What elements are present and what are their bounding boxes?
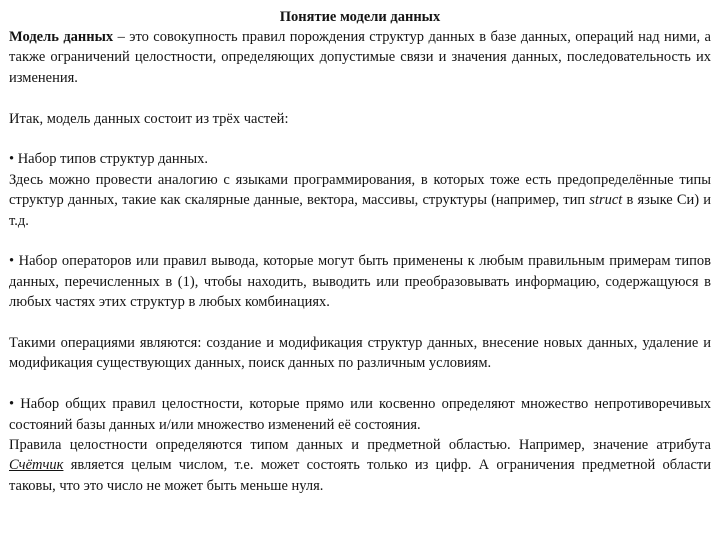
definition-paragraph [9, 27, 711, 88]
integrity-text-before: Правила целостности определяются типом данных и предметной областью. Например, значение атрибута [9, 437, 711, 454]
paragraph-spacer [9, 231, 711, 251]
part1-heading: • Набор типов структур данных. [9, 151, 209, 168]
part1-paragraph [9, 170, 711, 231]
struct-keyword: struct [589, 192, 623, 209]
paragraph-spacer [9, 88, 711, 108]
integrity-paragraph [9, 435, 711, 496]
paragraph-spacer [9, 313, 711, 333]
counter-attribute: Счётчик [9, 457, 64, 474]
summary-paragraph: Итак, модель данных состоит из трёх частей: [9, 110, 289, 127]
paragraph-spacer [9, 129, 711, 149]
part3-paragraph: • Набор общих правил целостности, которые прямо или косвенно определяют множество непротиворечивых состояний базы данных и/или множество изменений её состояния. [9, 396, 711, 433]
integrity-text-after: является целым числом, т.е. может состоять только из цифр. А ограничения предметной области таковы, что это число не может быть меньше нуля. [9, 457, 711, 494]
page-title: Понятие модели данных [279, 9, 441, 25]
defined-term: Модель данных [9, 29, 114, 45]
part1-text-after: в языке Си) и т.д. [9, 192, 711, 229]
definition-text: – это совокупность правил порождения структур данных в базе данных, операций над ними, а также ограничений целостности, определяющих допустимые связи и значения данных, последовательность их изменения. [9, 29, 711, 86]
operations-paragraph: Такими операциями являются: создание и модификация структур данных, внесение новых данных, удаление и модификация существующих данных, поиск данных по различным условиям. [9, 335, 711, 372]
paragraph-spacer [9, 374, 711, 394]
part2-paragraph: • Набор операторов или правил вывода, которые могут быть применены к любым правильным примерам типов данных, перечисленных в (1), чтобы находить, выводить или преобразовывать информацию, содержащуюся в любых частях этих структур в любых комбинациях. [9, 253, 711, 311]
part1-text-before: Здесь можно провести аналогию с языками программирования, в которых тоже есть предопределённые типы структур данных, такие как скалярные данные, вектора, массивы, структуры (например, тип [9, 171, 711, 209]
